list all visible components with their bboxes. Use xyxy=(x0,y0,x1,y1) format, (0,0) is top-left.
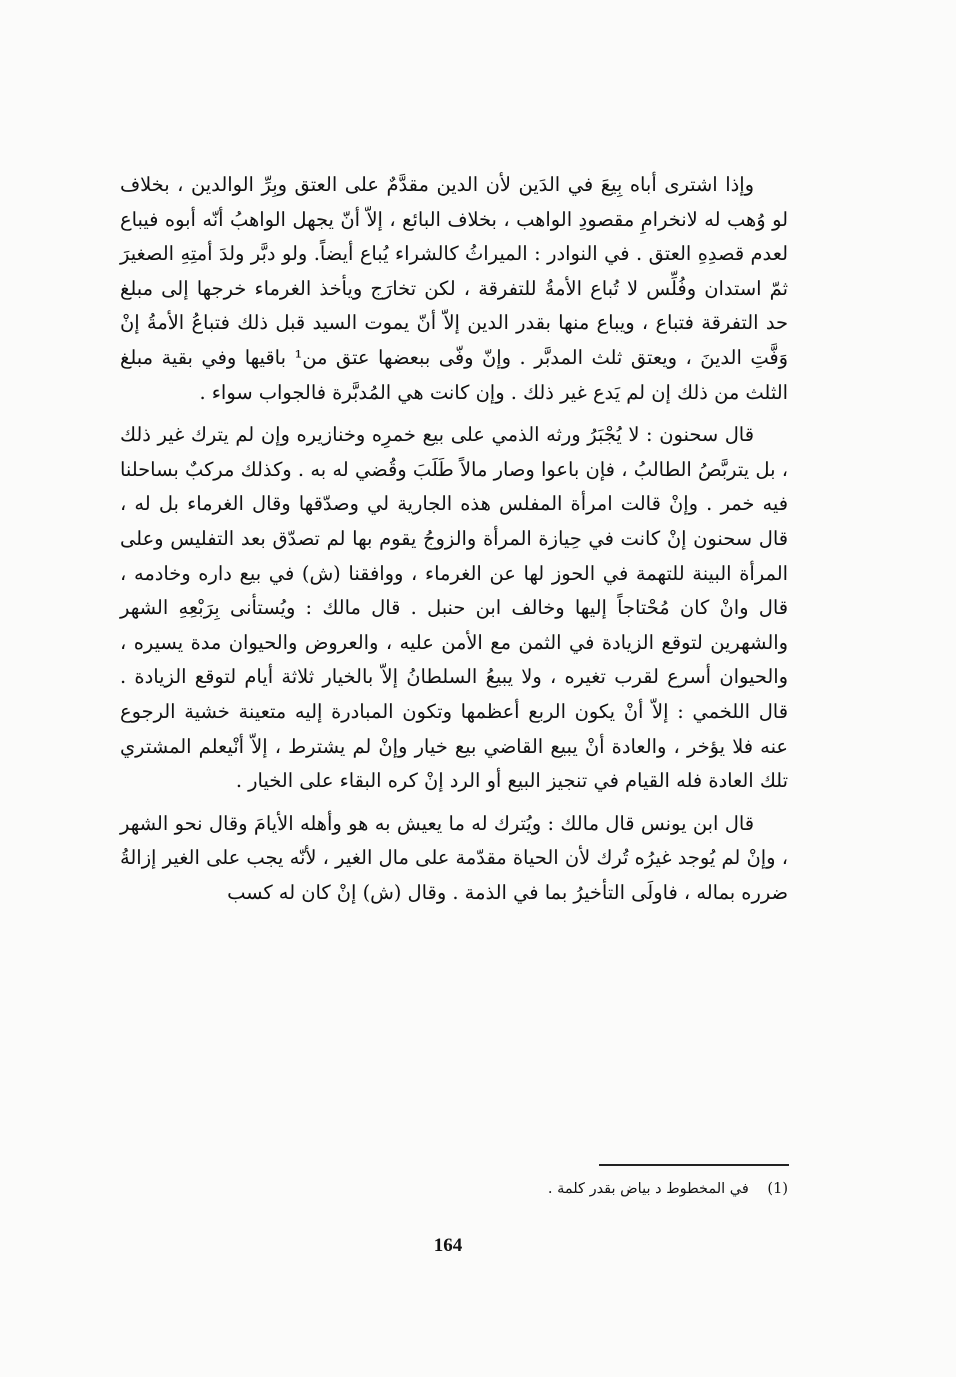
footnote-number: (1) xyxy=(767,1181,788,1197)
paragraph-1: وإذا اشترى أباه بِيعَ في الدَين لأن الدين مقدَّمٌ على العتق وبِرِّ الوالدين ، بخلاف لو وُهب له لانخرامِ مقصودِ الواهب ، بخلاف البائع ، إلاّ أنّ يجهل الواهبُ أنّه أبوه فيباع لعدم قصدِهِ العتق . في النوادر : الميراثُ كالشراء يُباع أيضاً. ولو دبَّر ولدَ أمتِهِ الصغيرَ ثمّ استدان وفُلِّس لا تُباع الأمةُ للتفرقة ، لكن تخارَج ويأخذ الغرماء خرجها إلى مبلغ حد التفرقة فتباع ، ويباع منها بقدر الدين إلاّ أنّ يموت السيد قبل ذلك فتباعُ الأمةُ إنْ وَفَّتِ الدينَ ، ويعتق ثلث المدبَّر . وإنّ وفّى ببعضها عتق من¹ باقيها وفي بقية مبلغ الثلث من ذلك إن لم يَدع غير ذلك . وإن كانت هي المُدبَّرة فالجواب سواء . xyxy=(120,173,789,404)
footnote xyxy=(480,1178,788,1200)
footnote-text: في المخطوط د بياض بقدر كلمة . xyxy=(547,1181,749,1197)
page-number: 164 xyxy=(433,1235,463,1256)
paragraph-3: قال ابن يونس قال مالك : ويُترك له ما يعيش به هو وأهله الأيامَ وقال نحو الشهر ، وإنْ لم يُوجد غيرُه تُرك لأن الحياة مقدّمة على مال الغير ، لأنّه يجب على الغير إزالةُ ضرره بماله ، فاولَى التأخيرُ بما في الذمة . وقال (ش) إنْ كان له كسب xyxy=(120,811,788,904)
footnote-separator xyxy=(599,1164,789,1166)
main-text xyxy=(120,168,788,910)
paragraph-2: قال سحنون : لا يُجْبَرُ ورثه الذمي على بيع خمرِه وخنازيره وإن لم يترك غير ذلك ، بل يتربَّصُ الطالبُ ، فإن باعوا وصار مالاً طَلَبَ وقُضي له به . وكذلك مركبٌ بساحلنا فيه خمر . وإنْ قالت امرأة المفلس هذه الجارية لي وصدّقها وقال الغرماء بل له ، قال سحنون إنْ كانت في حِيازة المرأة والزوجُ يقوم بها لم تصدّق بعد التفليس وعلى المرأة البينة للتهمة في الحوز لها عن الغرماء ، ووافقنا (ش) في بيع داره وخادمه ، قال وانْ كان مُحْتاجاً إليها وخالف ابن حنبل . قال مالك : ويُستأنى بِرَبْعِهِ الشهر والشهرين لتوقع الزيادة في الثمن مع الأمن عليه ، والعروض والحيوان مدة يسيره ، والحيوان أسرع لقرب تغيره ، ولا يبيعُ السلطانُ إلاّ بالخيار ثلاثة أيام لتوقع الزيادة . قال اللخمي : إلاّ أنْ يكون الربع أعظمها وتكون المبادرة إليه متعينة خشية الرجوع عنه فلا يؤخر ، والعادة أنْ يبيع القاضي بيع خيار وإنْ لم يشترط ، إلاّ أنْيعلم المشتري تلك العادة فله القيام في تنجيز البيع أو الرد إنْ كره البقاء على الخيار . xyxy=(120,423,788,793)
